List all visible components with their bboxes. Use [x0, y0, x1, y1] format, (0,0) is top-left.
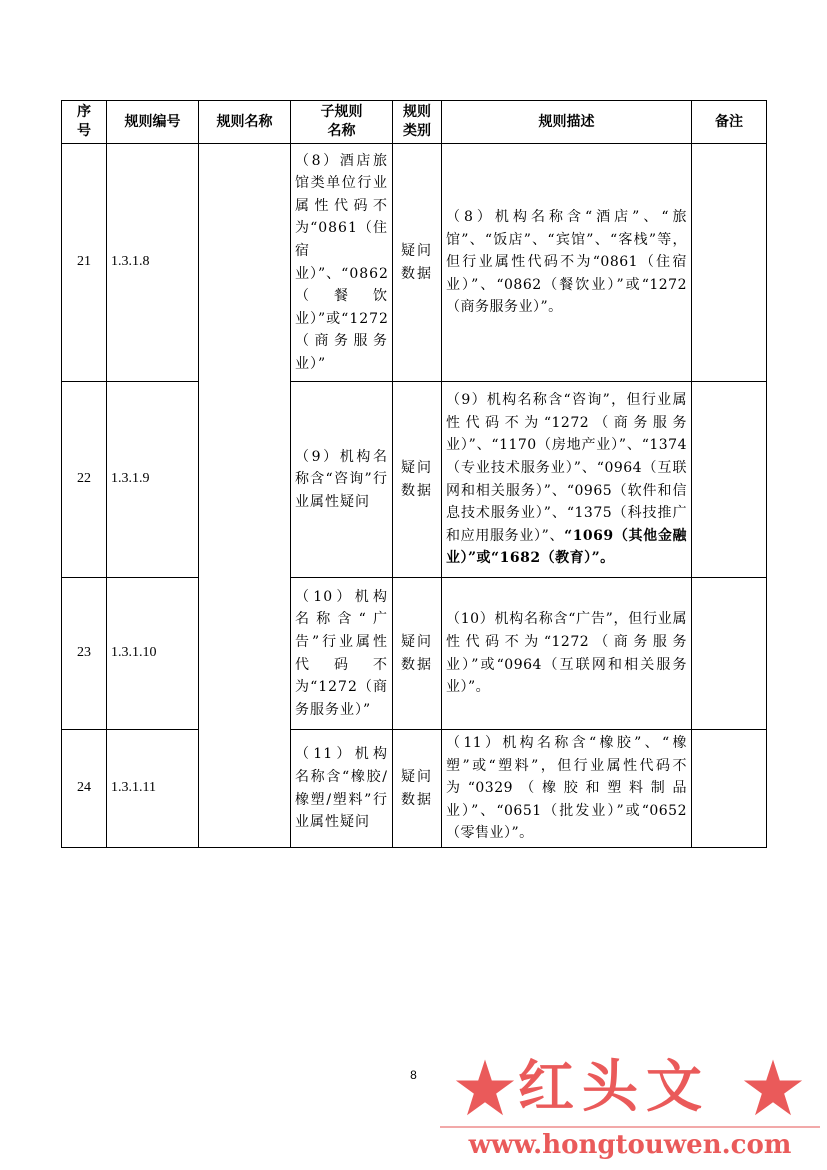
- star-icon: [742, 1058, 804, 1118]
- rule-category: 疑问 数据: [393, 144, 442, 382]
- header-note: 备注: [692, 101, 767, 144]
- sub-rule-name: （9）机构名称含“咨询”行业属性疑问: [291, 382, 393, 578]
- rule-note: [692, 382, 767, 578]
- rule-description: （9）机构名称含“咨询”，但行业属性代码不为“1272（商务服务业）”、“1170（房地产业）”、“1374（专业技术服务业）”、“0964（互联网和相关服务）”、“0965（软件和信息技术服务业）”、“1375（科技推广和应用服务业）”、“1069（其他金融业）”或“1682（教育）”。: [442, 382, 692, 578]
- rule-note: [692, 730, 767, 848]
- sub-rule-name: （10）机构名称含“广告”行业属性代码不为“1272（商务服务业）”: [291, 578, 393, 730]
- rule-description: （11）机构名称含“橡胶”、“橡塑”或“塑料”，但行业属性代码不为“0329（橡胶和塑料制品业）”、“0651（批发业）”或“0652（零售业）”。: [442, 730, 692, 848]
- rule-code: 1.3.1.10: [107, 578, 199, 730]
- header-code: 规则编号: [107, 101, 199, 144]
- watermark-divider: [440, 1126, 820, 1128]
- rule-name-cell: [199, 144, 291, 848]
- watermark-url: www.hongtouwen.com: [468, 1130, 792, 1160]
- rule-note: [692, 578, 767, 730]
- header-desc: 规则描述: [442, 101, 692, 144]
- sub-rule-name: （8）酒店旅馆类单位行业属性代码不为“0861（住宿业）”、“0862（餐饮业）”或“1272（商务服务业）”: [291, 144, 393, 382]
- rule-category: 疑问 数据: [393, 730, 442, 848]
- watermark: [440, 1048, 820, 1166]
- table-row: [62, 382, 767, 578]
- row-number: 24: [62, 730, 107, 848]
- header-name: 规则名称: [199, 101, 291, 144]
- rule-category: 疑问 数据: [393, 578, 442, 730]
- sub-rule-name: （11）机构名称含“橡胶/橡塑/塑料”行业属性疑问: [291, 730, 393, 848]
- rule-code: 1.3.1.8: [107, 144, 199, 382]
- rule-description: （10）机构名称含“广告”，但行业属性代码不为“1272（商务服务业）”或“0964（互联网和相关服务业）”。: [442, 578, 692, 730]
- table-row: [62, 144, 767, 382]
- table-header-row: [62, 101, 767, 144]
- rule-note: [692, 144, 767, 382]
- star-icon: [454, 1058, 516, 1118]
- table-row: [62, 730, 767, 848]
- page-number: 8: [410, 1068, 417, 1082]
- header-num: 序 号: [62, 101, 107, 144]
- row-number: 23: [62, 578, 107, 730]
- rule-code: 1.3.1.9: [107, 382, 199, 578]
- row-number: 21: [62, 144, 107, 382]
- row-number: 22: [62, 382, 107, 578]
- header-cat: 规则 类别: [393, 101, 442, 144]
- watermark-title: 红头文: [518, 1054, 710, 1120]
- table-row: [62, 578, 767, 730]
- rules-table: [61, 100, 767, 848]
- rule-code: 1.3.1.11: [107, 730, 199, 848]
- header-sub: 子规则 名称: [291, 101, 393, 144]
- rule-category: 疑问 数据: [393, 382, 442, 578]
- rule-description: （8）机构名称含“酒店”、“旅馆”、“饭店”、“宾馆”、“客栈”等，但行业属性代码不为“0861（住宿业）”、“0862（餐饮业）”或“1272（商务服务业）”。: [442, 144, 692, 382]
